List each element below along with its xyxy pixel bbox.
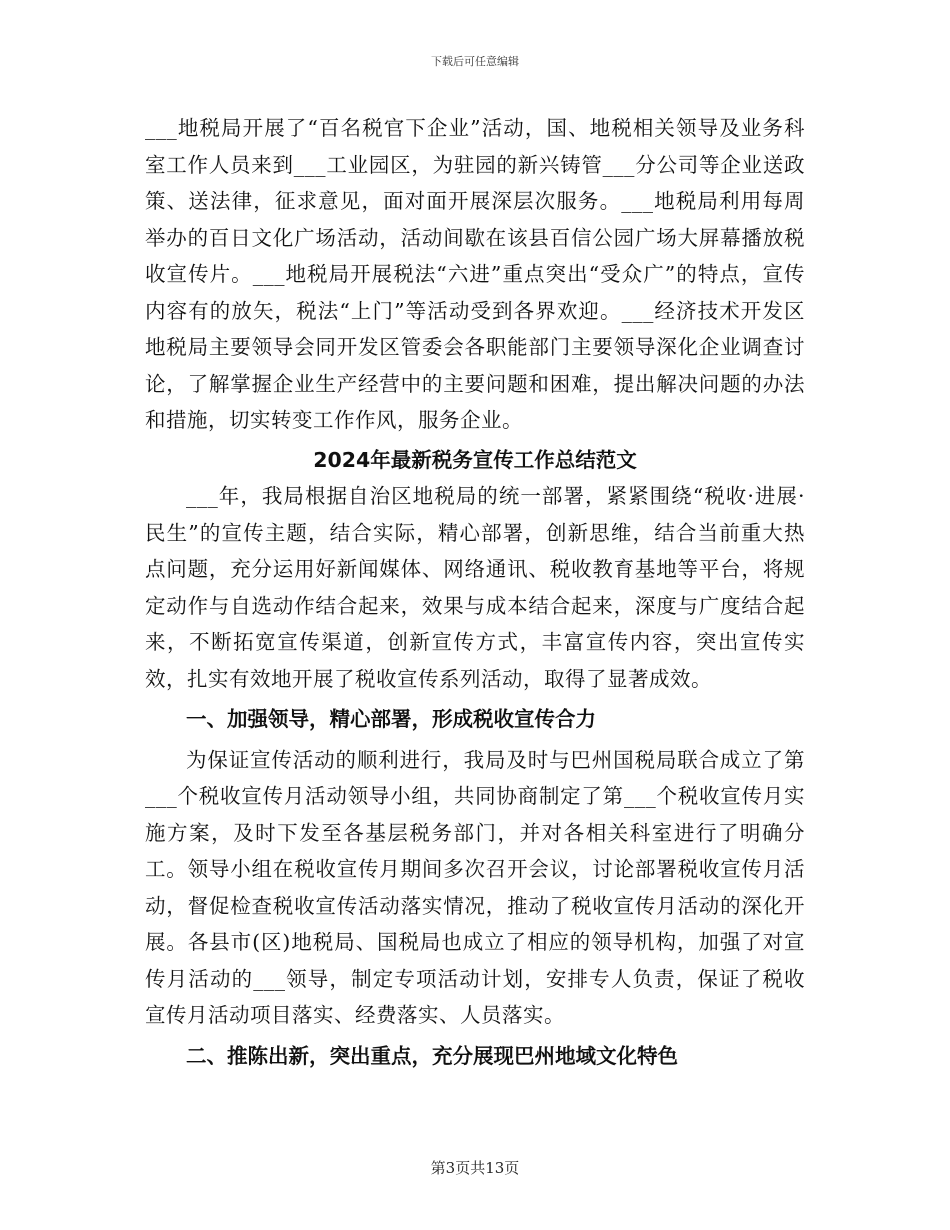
- page-header: 下载后可任意编辑: [431, 55, 519, 68]
- section-heading-1: 一、加强领导，精心部署，形成税收宣传合力: [186, 707, 596, 731]
- section-heading-2: 二、推陈出新，突出重点，充分展现巴州地域文化特色: [186, 1043, 678, 1068]
- intro-paragraph: ___地税局开展了“百名税官下企业”活动，国、地税相关领导及业务科室工作人员来到___工业园区，为驻园的新兴铸管___分公司等企业送政策、送法律，征求意见，面对面开展深层次服务。___地税局利用每周举办的百日文化广场活动，活动间歇在该县百信公园广场大屏幕播放税收宣传片。___地税局开展税法“六进”重点突出“受众广”的特点，宣传内容有的放矢，税法“上门”等活动受到各界欢迎。___经济技术开发区地税局主要领导会同开发区管委会各职能部门主要领导深化企业调查讨论，了解掌握企业生产经营中的主要问题和困难，提出解决问题的办法和措施，切实转变工作作风，服务企业。: [145, 116, 805, 432]
- page-footer: 第3页共13页: [430, 1159, 520, 1177]
- document-title: 2024年最新税务宣传工作总结范文: [313, 447, 637, 472]
- section-1-paragraph: 为保证宣传活动的顺利进行，我局及时与巴州国税局联合成立了第___个税收宣传月活动领导小组，共同协商制定了第___个税收宣传月实施方案，及时下发至各基层税务部门，并对各相关科室进行了明确分工。领导小组在税收宣传月期间多次召开会议，讨论部署税收宣传月活动，督促检查税收宣传活动落实情况，推动了税收宣传月活动的深化开展。各县市(区)地税局、国税局也成立了相应的领导机构，加强了对宣传月活动的___领导，制定专项活动计划，安排专人负责，保证了税收宣传月活动项目落实、经费落实、人员落实。: [145, 747, 805, 1027]
- document-body: [145, 110, 805, 1078]
- summary-paragraph: ___年，我局根据自治区地税局的统一部署，紧紧围绕“税收·进展·民生”的宣传主题，结合实际，精心部署，创新思维，结合当前重大热点问题，充分运用好新闻媒体、网络通讯、税收教育基地等平台，将规定动作与自选动作结合起来，效果与成本结合起来，深度与广度结合起来，不断拓宽宣传渠道，创新宣传方式，丰富宣传内容，突出宣传实效，扎实有效地开展了税收宣传系列活动，取得了显著成效。: [145, 484, 805, 691]
